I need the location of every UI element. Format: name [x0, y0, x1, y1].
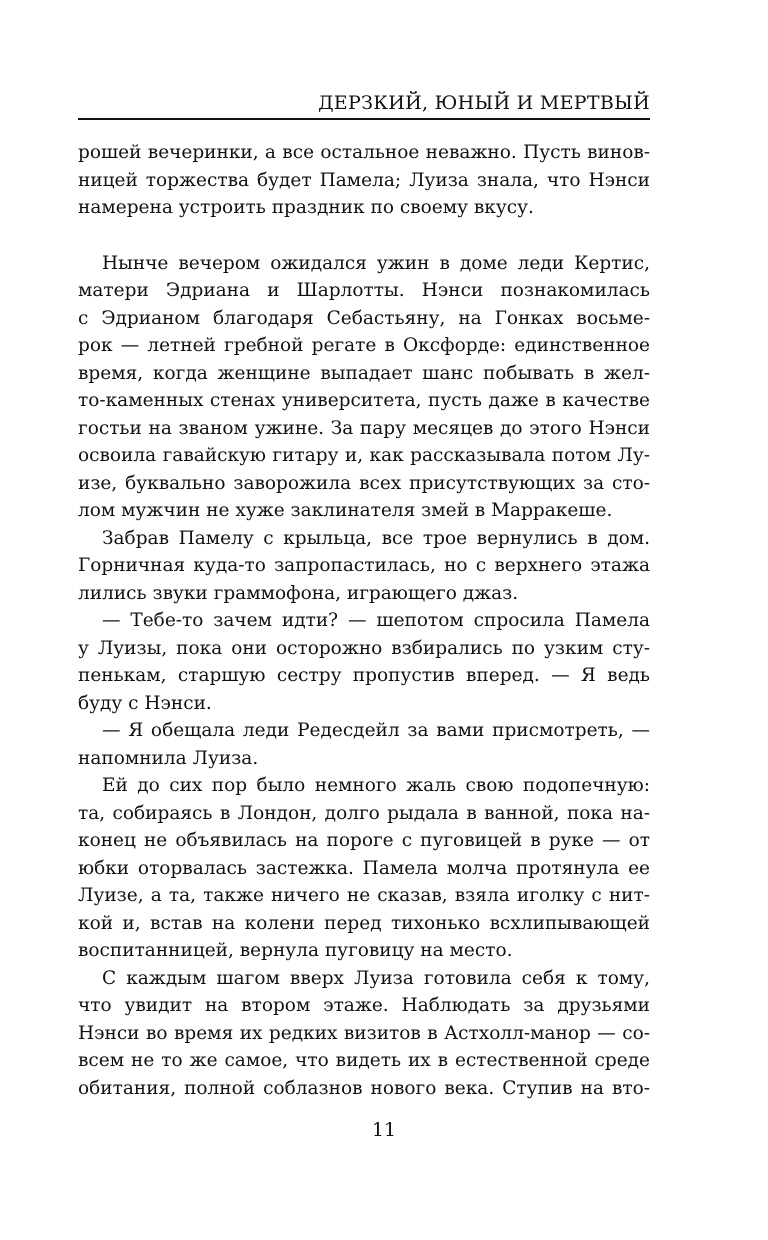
text-line: конец не объявилась на пороге с пуговицей в руке — от	[78, 830, 650, 851]
text-line: — Я обещала леди Редесдейл за вами присмотреть, —	[102, 720, 650, 741]
paragraph	[78, 525, 650, 608]
text-line: гостьи на званом ужине. За пару месяцев до этого Нэнси	[78, 417, 650, 439]
text-line: Ей до сих пор было немного жаль свою подопечную:	[102, 775, 650, 796]
text-line: С каждым шагом вверх Луиза готовила себя к тому,	[102, 967, 650, 989]
text-line: пенькам, старшую сестру пропустив вперед. — Я ведь	[78, 665, 650, 686]
text-line: ницей торжества будет Памела; Луиза знала, что Нэнси	[78, 169, 650, 191]
text-line: напомнила Луиза.	[78, 747, 259, 769]
text-line: с Эдрианом благодаря Себастьяну, на Гонках восьме-	[78, 307, 650, 329]
text-line: у Луизы, пока они осторожно взбирались по узким сту-	[78, 637, 650, 659]
text-line: Нынче вечером ожидался ужин в доме леди Кертис,	[102, 252, 650, 274]
paragraph	[78, 717, 650, 772]
text-line: рошей вечеринки, а все остальное неважно. Пусть винов-	[78, 142, 650, 163]
text-line: что увидит на втором этаже. Наблюдать за друзьями	[78, 995, 650, 1016]
paragraph	[78, 139, 650, 222]
text-line: изе, буквально заворожила всех присутствующих за сто-	[78, 472, 650, 494]
paragraph	[78, 772, 650, 965]
text-line: кой и, встав на колени перед тихонько всхлипывающей	[78, 912, 650, 934]
text-line: — Тебе-то зачем идти? — шепотом спросила Памела	[102, 610, 650, 631]
page-number: 11	[371, 1119, 397, 1141]
paragraph	[78, 607, 650, 717]
text-line: освоила гавайскую гитару и, как рассказывала потом Лу-	[78, 445, 650, 466]
text-line: Забрав Памелу с крыльца, все трое вернулись в дом.	[102, 527, 650, 549]
text-line: рок — летней гребной регате в Оксфорде: единственное	[78, 335, 650, 356]
paragraph	[78, 250, 650, 525]
text-line: Горничная куда-то запропастилась, но с верхнего этажа	[78, 555, 650, 576]
paragraph	[78, 965, 650, 1103]
section-break	[78, 222, 650, 250]
text-line: Нэнси во время их редких визитов в Астхолл-манор — со-	[78, 1022, 650, 1044]
text-line: лом мужчин не хуже заклинателя змей в Марракеше.	[78, 500, 613, 521]
text-line: Луизе, а та, также ничего не сказав, взяла иголку с нит-	[78, 885, 650, 906]
text-line: обитания, полной соблазнов нового века. Ступив на вто-	[78, 1077, 650, 1099]
text-line: время, когда женщине выпадает шанс побывать в жел-	[78, 362, 650, 384]
body-text	[78, 139, 650, 1102]
text-line: всем не то же самое, что видеть их в естественной среде	[78, 1050, 650, 1071]
text-line: матери Эдриана и Шарлотты. Нэнси познакомилась	[78, 280, 650, 301]
text-line: та, собираясь в Лондон, долго рыдала в ванной, пока на-	[78, 802, 650, 824]
text-line: воспитанницей, вернула пуговицу на место.	[78, 940, 513, 961]
running-head: ДЕРЗКИЙ, ЮНЫЙ И МЕРТВЫЙ	[78, 88, 650, 120]
text-line: то-каменных стенах университета, пусть даже в качестве	[78, 390, 650, 411]
text-line: намерена устроить праздник по своему вкусу.	[78, 197, 534, 218]
text-line: лились звуки граммофона, играющего джаз.	[78, 582, 519, 604]
text-line: юбки оторвалась застежка. Памела молча протянула ее	[78, 857, 650, 879]
text-line: буду с Нэнси.	[78, 692, 212, 714]
